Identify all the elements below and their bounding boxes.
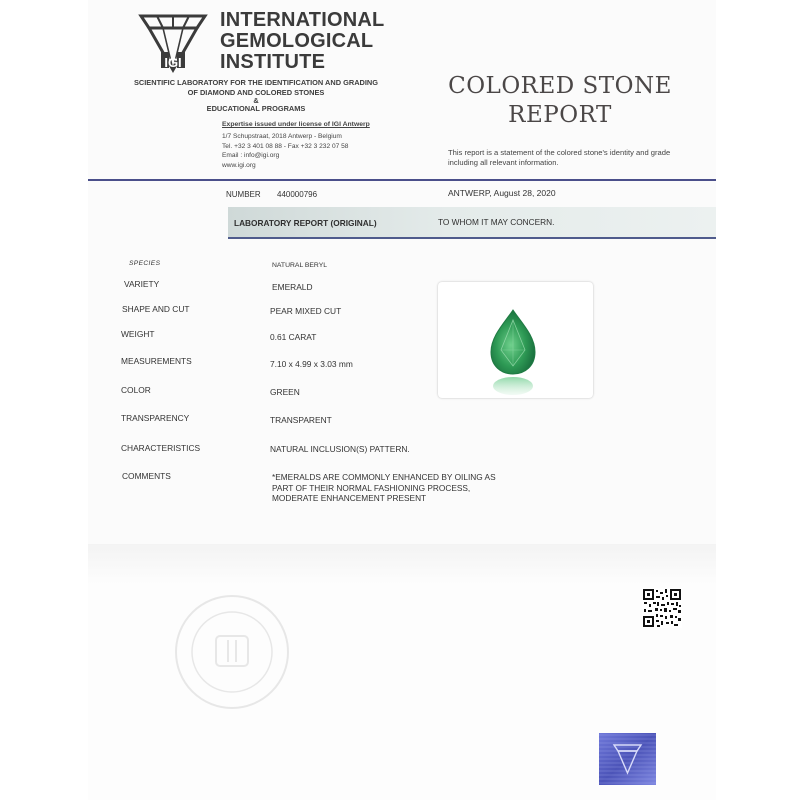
institute-name [220, 10, 384, 73]
address: 1/7 Schupstraat, 2018 Antwerp - Belgium [222, 132, 342, 140]
subtitle-line: EDUCATIONAL PROGRAMS [206, 104, 306, 114]
website: www.igi.org [222, 162, 256, 170]
transparency-label: TRANSPARENCY [121, 413, 190, 423]
institute-subtitle [128, 78, 384, 114]
color-value: GREEN [270, 387, 300, 397]
report-title-line: REPORT [508, 102, 612, 128]
weight-label: WEIGHT [121, 329, 155, 339]
comment-line: MODERATE ENHANCEMENT PRESENT [272, 493, 427, 504]
report-recipient: TO WHOM IT MAY CONCERN. [438, 217, 555, 227]
measurements-label: MEASUREMENTS [121, 356, 192, 366]
license-title: Expertise issued under license of IGI Antwerp [222, 121, 370, 128]
embossed-seal-icon [172, 592, 292, 712]
pear-emerald-icon [487, 308, 539, 400]
transparency-value: TRANSPARENT [270, 415, 332, 425]
species-value: NATURAL BERYL [272, 262, 328, 269]
color-label: COLOR [121, 385, 151, 395]
email: Email : info@igi.org [222, 152, 280, 160]
igi-logo-icon [137, 12, 209, 76]
characteristics-value: NATURAL INCLUSION(S) PATTERN. [270, 444, 410, 454]
report-title [430, 72, 690, 130]
phone: Tel. +32 3 401 08 88 - Fax +32 3 232 07 58 [222, 142, 349, 150]
institute-name-line: INSTITUTE [220, 51, 326, 73]
band-rule [228, 237, 716, 239]
place-date: ANTWERP, August 28, 2020 [448, 188, 556, 198]
header-rule [88, 179, 716, 181]
number-value: 440000796 [277, 190, 318, 199]
report-type: LABORATORY REPORT (ORIGINAL) [234, 218, 377, 228]
institute-name-line: INTERNATIONAL [220, 9, 385, 31]
subtitle-line: & [253, 96, 259, 106]
report-title-line: COLORED STONE [448, 73, 672, 99]
logo-text: IGI [164, 55, 182, 70]
number-label: NUMBER [226, 190, 261, 199]
comments-value [272, 472, 496, 504]
subtitle-line: OF DIAMOND AND COLORED STONES [187, 87, 325, 97]
license-block [222, 120, 370, 171]
institute-name-line: GEMOLOGICAL [220, 30, 374, 52]
characteristics-label: CHARACTERISTICS [121, 443, 201, 453]
security-hologram-icon [599, 733, 656, 785]
shape-label: SHAPE AND CUT [122, 304, 190, 314]
variety-value: EMERALD [272, 282, 313, 292]
comment-line: PART OF THEIR NORMAL FASHIONING PROCESS, [272, 482, 471, 493]
qr-code-icon [642, 588, 682, 628]
variety-label: VARIETY [124, 279, 160, 289]
weight-value: 0.61 CARAT [270, 332, 317, 342]
measurements-value: 7.10 x 4.99 x 3.03 mm [270, 359, 353, 369]
report-description: This report is a statement of the colored stone's identity and grade including all relevant information. [448, 148, 671, 167]
comments-label: COMMENTS [122, 471, 171, 481]
comment-line: *EMERALDS ARE COMMONLY ENHANCED BY OILING AS [272, 472, 496, 482]
shape-value: PEAR MIXED CUT [270, 306, 342, 316]
subtitle-line: SCIENTIFIC LABORATORY FOR THE IDENTIFICATION AND GRADING [133, 78, 379, 87]
species-label: SPECIES [129, 260, 161, 267]
